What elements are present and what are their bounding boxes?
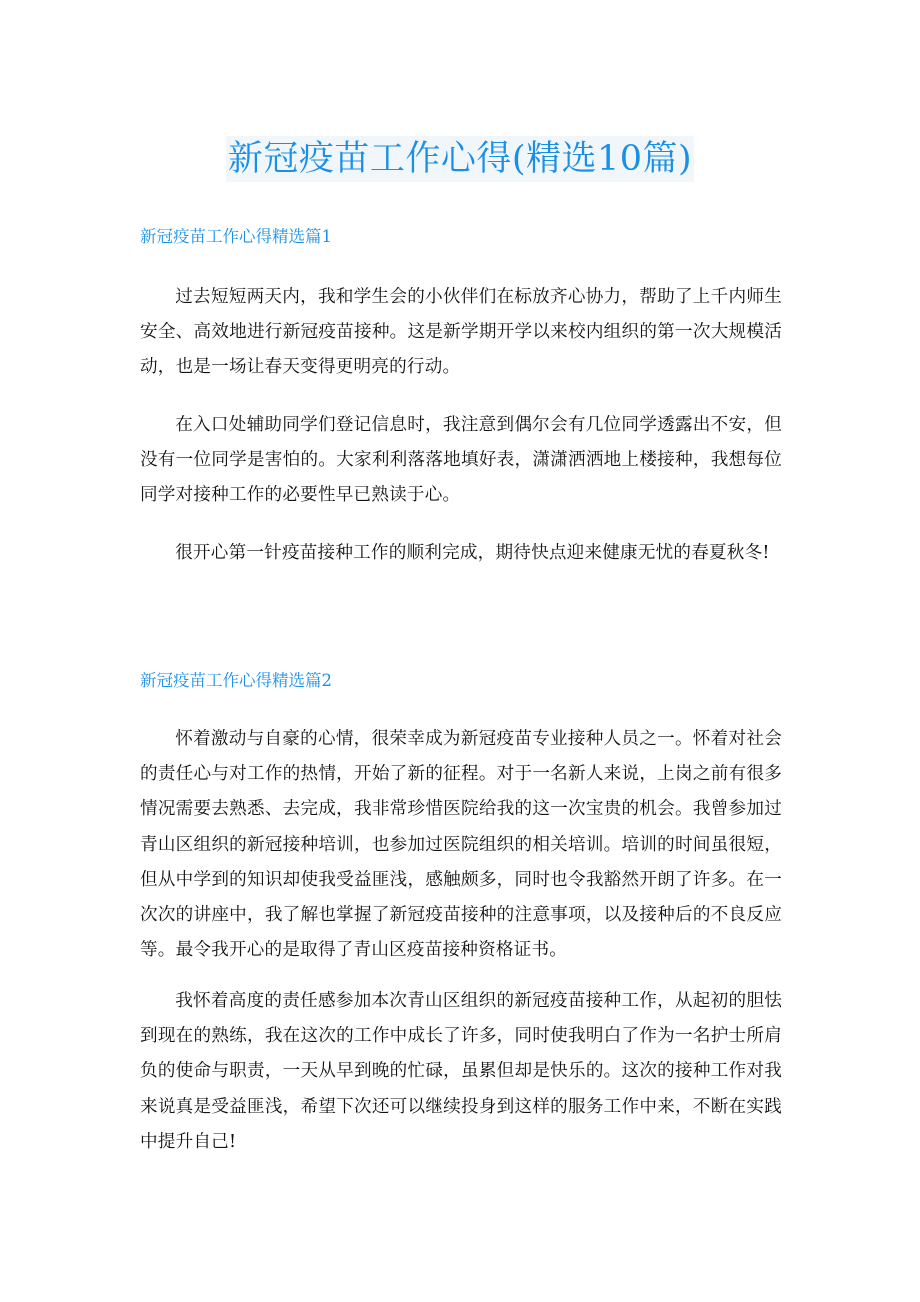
document-title: 新冠疫苗工作心得(精选10篇) bbox=[226, 136, 694, 182]
paragraph: 很开心第一针疫苗接种工作的顺利完成，期待快点迎来健康无忧的春夏秋冬! bbox=[175, 543, 770, 563]
paragraph: 过去短短两天内，我和学生会的小伙伴们在标放齐心协力，帮助了上千内师生安全、高效地进行新冠疫苗接种。这是新学期开学以来校内组织的第一次大规模活动，也是一场让春天变得更明亮的行动。 bbox=[140, 287, 782, 378]
paragraph: 在入口处辅助同学们登记信息时，我注意到偶尔会有几位同学透露出不安，但没有一位同学是害怕的。大家利利落落地填好表，潇潇洒洒地上楼接种，我想每位同学对接种工作的必要性早已熟读于心。 bbox=[140, 415, 782, 506]
paragraph: 我怀着高度的责任感参加本次青山区组织的新冠疫苗接种工作，从起初的胆怯到现在的熟练，我在这次的工作中成长了许多，同时使我明白了作为一名护士所肩负的使命与职责，一天从早到晚的忙碌，虽累但却是快乐的。这次的接种工作对我来说真是受益匪浅，希望下次还可以继续投身到这样的服务工作中来，不断在实践中提升自己! bbox=[140, 991, 782, 1152]
section-heading-2: 新冠疫苗工作心得精选篇2 bbox=[140, 671, 332, 690]
title-container bbox=[0, 136, 920, 182]
section-heading-1: 新冠疫苗工作心得精选篇1 bbox=[140, 227, 332, 246]
paragraph: 怀着激动与自豪的心情，很荣幸成为新冠疫苗专业接种人员之一。怀着对社会的责任心与对工作的热情，开始了新的征程。对于一名新人来说，上岗之前有很多情况需要去熟悉、去完成，我非常珍惜医院给我的这一次宝贵的机会。我曾参加过青山区组织的新冠接种培训，也参加过医院组织的相关培训。培训的时间虽很短，但从中学到的知识却使我受益匪浅，感触颇多，同时也令我豁然开朗了许多。在一次次的讲座中，我了解也掌握了新冠疫苗接种的注意事项，以及接种后的不良反应等。最令我开心的是取得了青山区疫苗接种资格证书。 bbox=[140, 729, 782, 961]
